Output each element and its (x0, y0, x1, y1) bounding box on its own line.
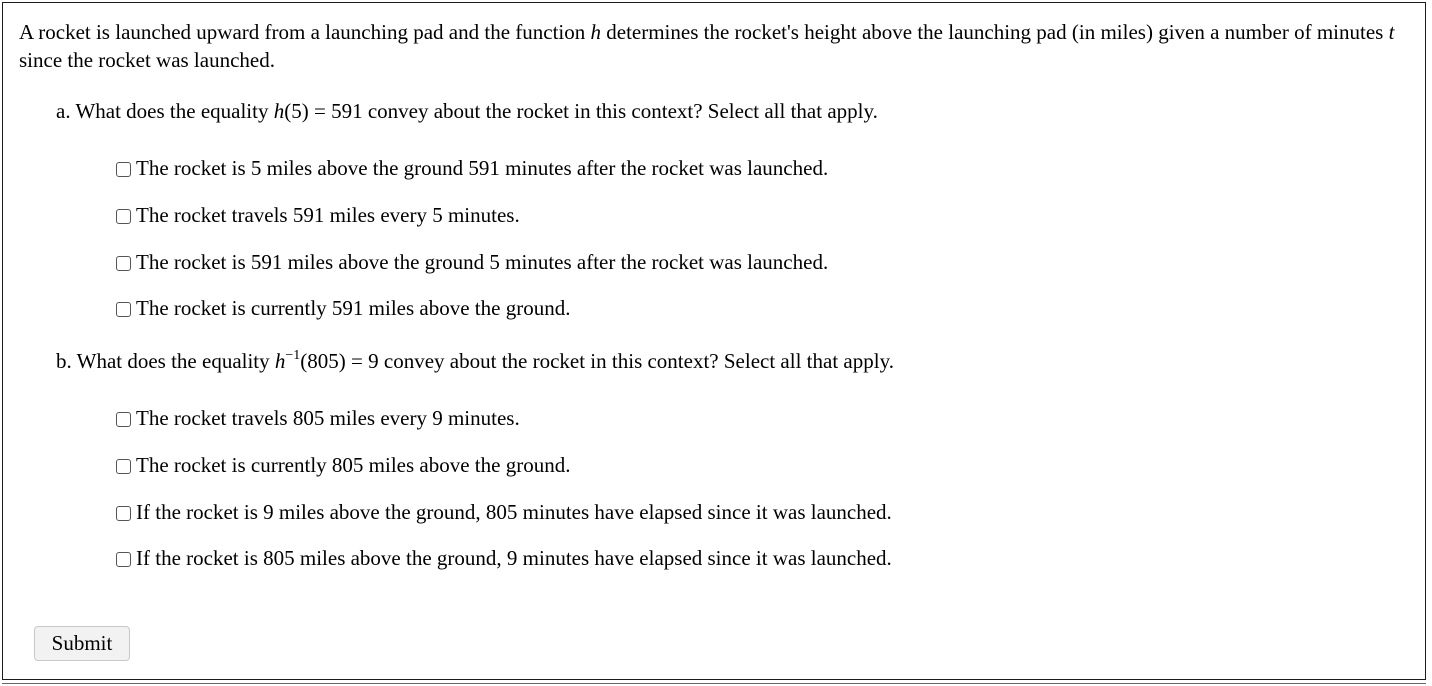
func-arg: (805) (300, 349, 346, 373)
question-b-equation (275, 349, 379, 373)
func-value: 591 (331, 99, 363, 123)
question-a-equation (274, 99, 363, 123)
question-b-prompt (56, 347, 894, 379)
equals-sign: = (345, 349, 369, 373)
checkbox[interactable] (116, 162, 131, 177)
problem-statement (19, 18, 1414, 74)
checkbox[interactable] (116, 209, 131, 224)
checkbox[interactable] (116, 302, 131, 317)
checkbox[interactable] (116, 506, 131, 521)
question-b-option-1[interactable] (116, 404, 520, 432)
option-label: The rocket is 591 miles above the ground 5 minutes after the rocket was launched. (136, 249, 829, 274)
option-label: The rocket travels 591 miles every 5 minutes. (136, 202, 520, 227)
equals-sign: = (308, 99, 332, 123)
option-label: The rocket is currently 805 miles above the ground. (136, 452, 571, 477)
option-label: The rocket is 5 miles above the ground 591 minutes after the rocket was launched. (136, 155, 829, 180)
checkbox[interactable] (116, 256, 131, 271)
var-h: h (590, 20, 601, 44)
func-h: h (274, 349, 286, 373)
question-b-prefix: b. What does the equality (56, 349, 275, 373)
frame-divider (2, 683, 1426, 684)
question-a-prompt (56, 97, 878, 125)
question-a-suffix: convey about the rocket in this context? Select all that apply. (362, 99, 878, 123)
inverse-superscript: −1 (285, 348, 301, 363)
var-t: t (1388, 20, 1395, 44)
option-label: The rocket is currently 591 miles above the ground. (136, 295, 571, 320)
checkbox[interactable] (116, 412, 131, 427)
func-value: 9 (368, 349, 379, 373)
func-arg: (5) (284, 99, 309, 123)
question-b-option-4[interactable] (116, 544, 892, 572)
question-a-option-1[interactable] (116, 154, 828, 182)
question-a-option-3[interactable] (116, 248, 828, 276)
intro-text-3: since the rocket was launched. (19, 48, 275, 72)
option-label: The rocket travels 805 miles every 9 minutes. (136, 405, 520, 430)
question-b-option-3[interactable] (116, 498, 892, 526)
question-a-prefix: a. What does the equality (56, 99, 274, 123)
question-b-option-2[interactable] (116, 451, 570, 479)
question-a-option-2[interactable] (116, 201, 520, 229)
checkbox[interactable] (116, 552, 131, 567)
intro-text-2: determines the rocket's height above the launching pad (in miles) given a number of minutes (601, 20, 1389, 44)
intro-text-1: A rocket is launched upward from a launching pad and the function (19, 20, 591, 44)
question-b-suffix: convey about the rocket in this context? Select all that apply. (378, 349, 894, 373)
checkbox[interactable] (116, 459, 131, 474)
question-a-option-4[interactable] (116, 294, 570, 322)
func-h: h (273, 99, 285, 123)
submit-button[interactable]: Submit (34, 626, 130, 661)
option-label: If the rocket is 805 miles above the ground, 9 minutes have elapsed since it was launched. (136, 545, 892, 570)
option-label: If the rocket is 9 miles above the ground, 805 minutes have elapsed since it was launched. (136, 499, 892, 524)
